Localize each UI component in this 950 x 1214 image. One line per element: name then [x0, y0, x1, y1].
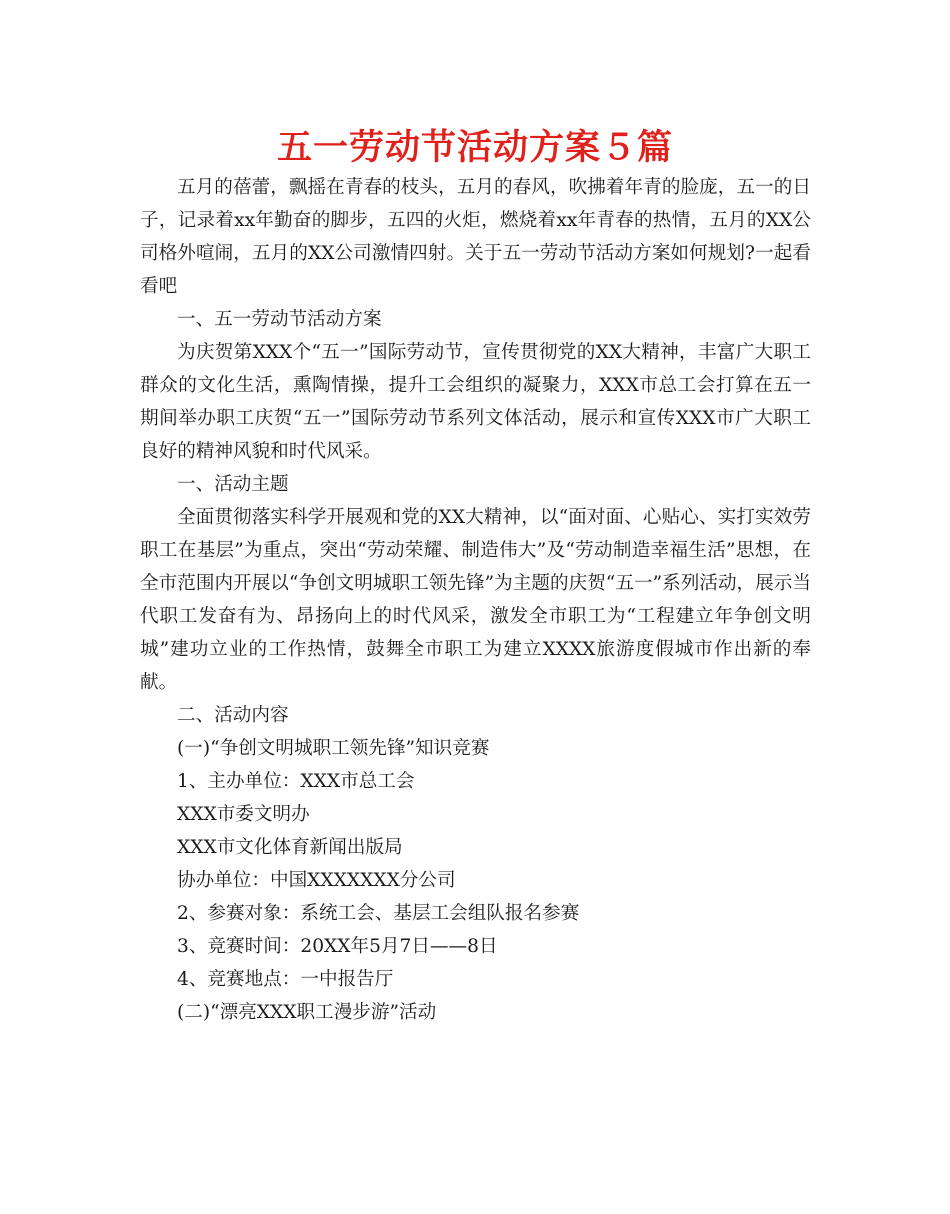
list-item-organizer: 1、主办单位：XXX市总工会 — [177, 771, 415, 792]
list-item-organizer-2: XXX市委文明办 — [177, 804, 310, 825]
document-body — [140, 171, 811, 1029]
list-item-time: 3、竞赛时间：20XX年5月7日——8日 — [177, 936, 498, 957]
subsection-quiz: (一)“争创文明城职工领先锋”知识竞赛 — [177, 738, 490, 759]
section-heading-content: 二、活动内容 — [177, 705, 289, 726]
subsection-walk: (二)“漂亮XXX职工漫步游”活动 — [177, 1002, 437, 1023]
list-item-organizer-3: XXX市文化体育新闻出版局 — [177, 837, 403, 858]
purpose-paragraph: 为庆贺第XXX个“五一”国际劳动节，宣传贯彻党的XX大精神，丰富广大职工群众的文化生活，熏陶情操，提升工会组织的凝聚力，XXX市总工会打算在五一期间举办职工庆贺“五一”国际劳动节系列文体活动，展示和宣传XXX市广大职工良好的精神风貌和时代风采。 — [140, 342, 811, 462]
intro-paragraph: 五月的蓓蕾，飘摇在青春的枝头，五月的春风，吹拂着年青的脸庞，五一的日子，记录着xx年勤奋的脚步，五四的火炬，燃烧着xx年青春的热情，五月的XX公司格外喧闹，五月的XX公司激情四射。关于五一劳动节活动方案如何规划?一起看看吧 — [140, 177, 811, 297]
list-item-co-organizer: 协办单位：中国XXXXXXX分公司 — [177, 870, 456, 891]
document-title: 五一劳动节活动方案５篇 — [276, 128, 673, 168]
section-heading-theme: 一、活动主题 — [177, 474, 289, 495]
list-item-participants: 2、参赛对象：系统工会、基层工会组队报名参赛 — [177, 903, 580, 924]
theme-paragraph: 全面贯彻落实科学开展观和党的XX大精神，以“面对面、心贴心、实打实效劳职工在基层”为重点，突出“劳动荣耀、制造伟大”及“劳动制造幸福生活”思想，在全市范围内开展以“争创文明城职工领先锋”为主题的庆贺“五一”系列活动，展示当代职工发奋有为、昂扬向上的时代风采，激发全市职工为“工程建立年争创文明城”建功立业的工作热情，鼓舞全市职工为建立XXXX旅游度假城市作出新的奉献。 — [140, 507, 811, 693]
section-heading-plan: 一、五一劳动节活动方案 — [177, 309, 382, 330]
list-item-location: 4、竞赛地点：一中报告厅 — [177, 969, 394, 990]
